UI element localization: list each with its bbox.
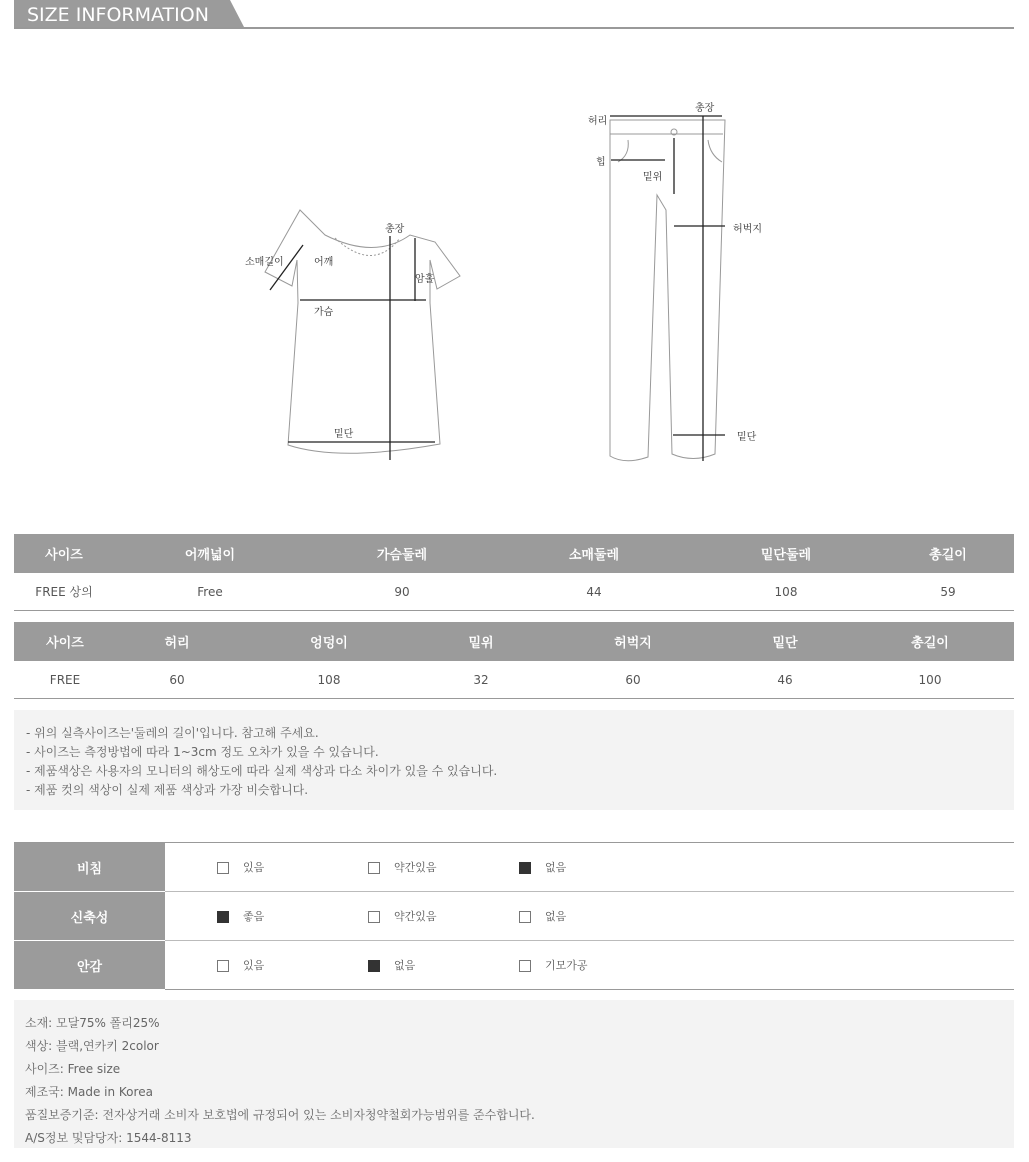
table-row bbox=[14, 661, 1014, 699]
top-length-label: 총장 bbox=[385, 224, 405, 235]
top-size-table bbox=[14, 534, 1014, 611]
checkbox-checked-icon bbox=[368, 960, 380, 972]
info-origin: 제조국: Made in Korea bbox=[25, 1085, 153, 1099]
fit-option: 기모가공 bbox=[519, 957, 670, 973]
table-cell: 46 bbox=[724, 661, 846, 699]
fit-row-label: 신축성 bbox=[14, 892, 165, 941]
checkbox-checked-icon bbox=[519, 862, 531, 874]
note-line: - 제품 컷의 색상이 실제 제품 색상과 가장 비슷합니다. bbox=[26, 783, 309, 797]
checkbox-icon bbox=[217, 862, 229, 874]
info-color: 색상: 블랙,연카키 2color bbox=[25, 1039, 159, 1053]
column-header: 총길이 bbox=[882, 534, 1014, 573]
size-diagram bbox=[230, 90, 790, 480]
pants-hem-label: 밑단 bbox=[737, 432, 757, 443]
table-cell: 100 bbox=[846, 661, 1014, 699]
table-cell: 59 bbox=[882, 573, 1014, 611]
fit-option: 약간있음 bbox=[368, 908, 519, 924]
info-warranty: 품질보증기준: 전자상거래 소비자 보호법에 규정되어 있는 소비자청약철회가능범위를 준수합니다. bbox=[25, 1108, 535, 1122]
fit-option: 약간있음 bbox=[368, 859, 519, 875]
checkbox-icon bbox=[519, 960, 531, 972]
info-size: 사이즈: Free size bbox=[25, 1062, 121, 1076]
column-header: 어깨넓이 bbox=[114, 534, 306, 573]
checkbox-icon bbox=[217, 960, 229, 972]
size-notes bbox=[14, 710, 1014, 810]
fit-option: 없음 bbox=[519, 908, 670, 924]
table-cell: 60 bbox=[542, 661, 724, 699]
checkbox-icon bbox=[368, 911, 380, 923]
info-as-contact: A/S정보 및담당자: 1544-8113 bbox=[25, 1131, 192, 1145]
column-header: 가슴둘레 bbox=[306, 534, 498, 573]
column-header: 사이즈 bbox=[14, 534, 114, 573]
fit-row-stretch bbox=[14, 892, 1014, 941]
checkbox-checked-icon bbox=[217, 911, 229, 923]
table-cell: FREE bbox=[14, 661, 116, 699]
column-header: 엉덩이 bbox=[238, 622, 420, 661]
rise-label: 밑위 bbox=[643, 172, 663, 183]
waist-label: 허리 bbox=[588, 116, 608, 127]
table-cell: 44 bbox=[498, 573, 690, 611]
fit-row-lining bbox=[14, 941, 1014, 990]
column-header: 밑단둘레 bbox=[690, 534, 882, 573]
column-header: 사이즈 bbox=[14, 622, 116, 661]
table-row bbox=[14, 573, 1014, 611]
table-cell: Free bbox=[114, 573, 306, 611]
shoulder-label: 어깨 bbox=[314, 257, 334, 268]
note-line: - 위의 실측사이즈는'둘레의 길이'입니다. 참고해 주세요. bbox=[26, 726, 319, 740]
table-header-row bbox=[14, 534, 1014, 573]
table-cell: FREE 상의 bbox=[14, 573, 114, 611]
note-line: - 제품색상은 사용자의 모니터의 해상도에 따라 실제 색상과 다소 차이가 있을 수 있습니다. bbox=[26, 764, 498, 778]
table-cell: 60 bbox=[116, 661, 238, 699]
column-header: 밑단 bbox=[724, 622, 846, 661]
pants-length-label: 총장 bbox=[695, 103, 715, 114]
section-header bbox=[14, 0, 1014, 29]
column-header: 총길이 bbox=[846, 622, 1014, 661]
bottom-size-table bbox=[14, 622, 1014, 699]
fit-option: 없음 bbox=[519, 859, 670, 875]
fit-option: 좋음 bbox=[217, 908, 368, 924]
product-info bbox=[14, 1000, 1014, 1148]
section-title: SIZE INFORMATION bbox=[14, 0, 230, 27]
info-material: 소재: 모달75% 폴리25% bbox=[25, 1016, 160, 1030]
top-hem-label: 밑단 bbox=[334, 429, 354, 440]
hip-label: 힙 bbox=[596, 157, 606, 168]
fit-row-label: 안감 bbox=[14, 941, 165, 990]
checkbox-icon bbox=[368, 862, 380, 874]
fit-row-see-through bbox=[14, 843, 1014, 892]
fabric-feature-table bbox=[14, 842, 1014, 990]
chest-label: 가슴 bbox=[314, 307, 334, 318]
table-cell: 32 bbox=[420, 661, 542, 699]
note-line: - 사이즈는 측정방법에 따라 1~3cm 정도 오차가 있을 수 있습니다. bbox=[26, 745, 379, 759]
fit-option: 없음 bbox=[368, 957, 519, 973]
thigh-label: 허벅지 bbox=[733, 224, 762, 235]
table-cell: 108 bbox=[690, 573, 882, 611]
fit-option: 있음 bbox=[217, 859, 368, 875]
sleeve-length-label: 소매길이 bbox=[245, 257, 284, 268]
armhole-label: 암홀 bbox=[415, 274, 435, 285]
checkbox-icon bbox=[519, 911, 531, 923]
table-header-row bbox=[14, 622, 1014, 661]
garment-drawings bbox=[230, 90, 790, 480]
fit-option: 있음 bbox=[217, 957, 368, 973]
column-header: 허벅지 bbox=[542, 622, 724, 661]
column-header: 밑위 bbox=[420, 622, 542, 661]
column-header: 허리 bbox=[116, 622, 238, 661]
column-header: 소매둘레 bbox=[498, 534, 690, 573]
table-cell: 108 bbox=[238, 661, 420, 699]
table-cell: 90 bbox=[306, 573, 498, 611]
fit-row-label: 비침 bbox=[14, 843, 165, 892]
